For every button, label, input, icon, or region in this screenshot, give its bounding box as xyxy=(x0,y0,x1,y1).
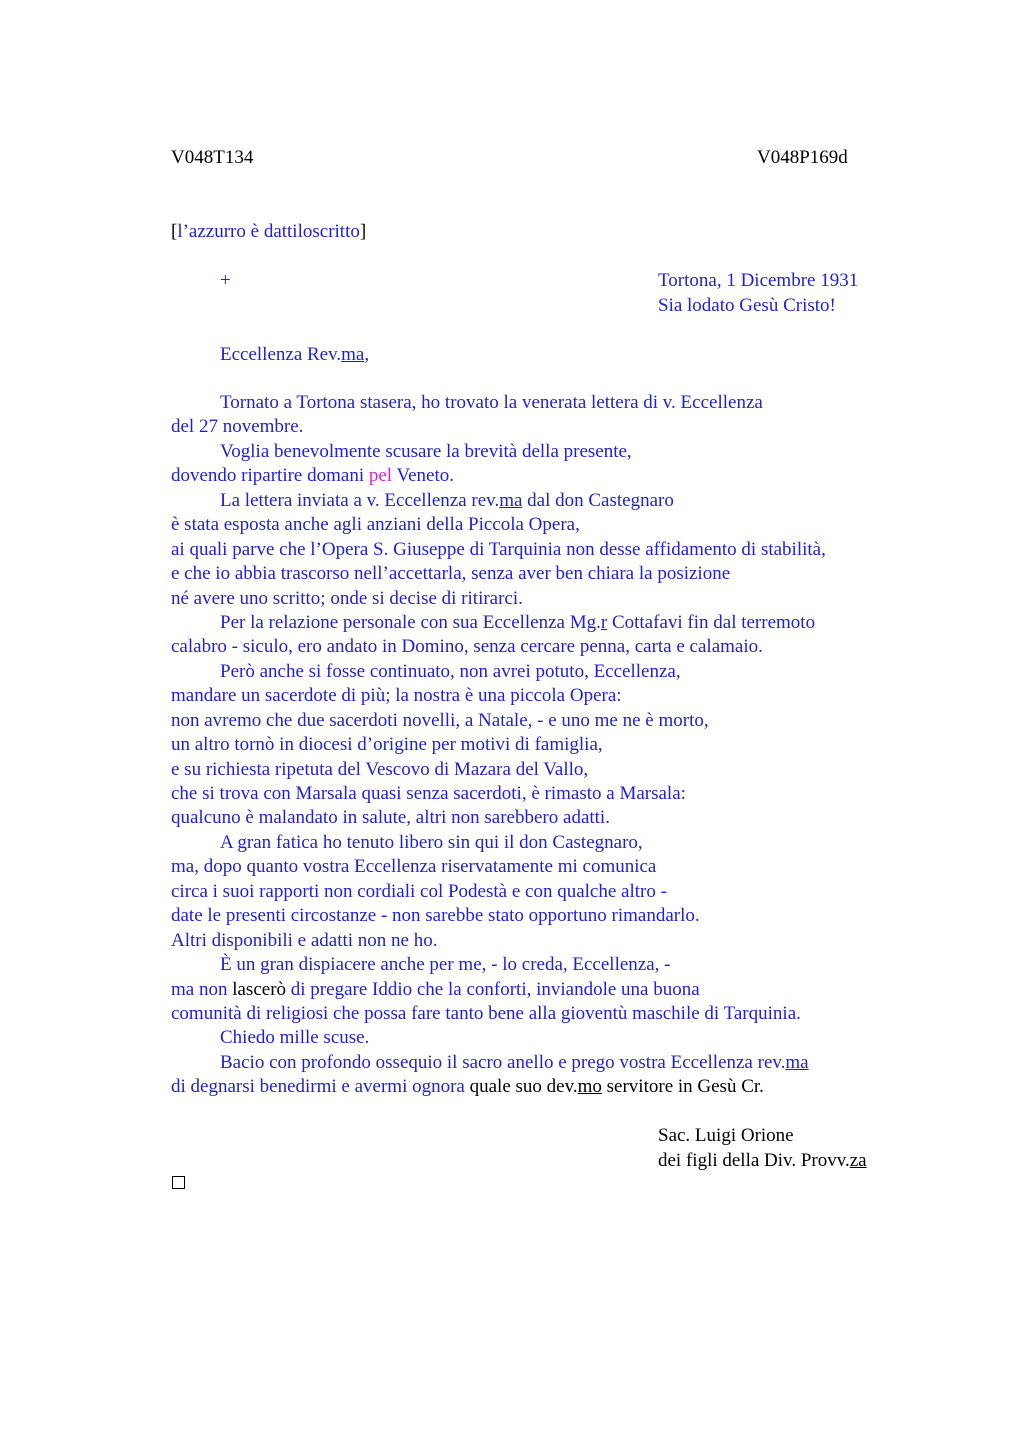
body-segment: Veneto. xyxy=(392,465,454,487)
body-segment: di pregare Iddio che la conforti, inviandole una buona xyxy=(286,978,700,1000)
signature-congregation xyxy=(658,1149,867,1174)
letter-body xyxy=(171,391,826,1100)
abbreviation: ma xyxy=(499,489,523,511)
bracket-close: ] xyxy=(359,221,367,242)
body-line: date le presenti circostanze - non sarebbe stato opportuno rimandarlo. xyxy=(171,905,700,927)
abbreviation: r xyxy=(600,611,608,633)
editorial-note xyxy=(171,220,366,245)
body-line: ma, dopo quanto vostra Eccellenza riservatamente mi comunica xyxy=(171,856,657,878)
handwritten-text: quale suo dev. xyxy=(469,1076,578,1098)
signature-text: dei figli della Div. Provv. xyxy=(658,1150,850,1171)
body-line xyxy=(171,1075,826,1099)
body-line: circa i suoi rapporti non cordiali col Podestà e con qualche altro - xyxy=(171,880,667,902)
body-line: che si trova con Marsala quasi senza sacerdoti, è rimasto a Marsala: xyxy=(171,783,686,804)
body-line: mandare un sacerdote di più; la nostra è una piccola Opera: xyxy=(171,685,622,707)
body-segment: dovendo ripartire domani xyxy=(171,465,369,487)
body-line: è stata esposta anche agli anziani della Piccola Opera, xyxy=(171,514,580,536)
handwritten-correction: pel xyxy=(368,465,393,487)
body-line: A gran fatica ho tenuto libero sin qui il don Castegnaro, xyxy=(220,831,643,853)
body-line xyxy=(171,489,826,513)
abbreviation: ma xyxy=(785,1051,809,1073)
body-line: Voglia benevolmente scusare la brevità della presente, xyxy=(220,440,632,462)
body-segment: dal don Castegnaro xyxy=(522,489,674,511)
body-line: qualcuno è malandato in salute, altri non sarebbero adatti. xyxy=(171,807,610,829)
body-segment: di degnarsi benedirmi e avermi ognora xyxy=(171,1076,470,1098)
body-line: Però anche si fosse continuato, non avrei potuto, Eccellenza, xyxy=(220,660,681,682)
body-line: né avere uno scritto; onde si decise di ritirarci. xyxy=(171,587,523,609)
body-segment: Cottafavi fin dal terremoto xyxy=(607,611,816,633)
body-line: Chiedo mille scuse. xyxy=(220,1027,370,1049)
handwritten-text: servitore in Gesù Cr. xyxy=(601,1076,764,1098)
body-segment: ma non xyxy=(171,978,233,1000)
body-line: Tornato a Tortona stasera, ho trovato la venerata lettera di v. Eccellenza xyxy=(220,392,763,413)
signature-name: Sac. Luigi Orione xyxy=(658,1125,794,1146)
cross-symbol: + xyxy=(220,270,231,291)
body-line xyxy=(171,611,826,635)
salutation-abbrev: ma xyxy=(341,344,365,365)
salutation-text: Eccellenza Rev. xyxy=(220,344,342,365)
page-code-left: V048T134 xyxy=(171,147,254,168)
body-line xyxy=(171,1051,826,1075)
page-code-right: V048P169d xyxy=(757,147,848,168)
invocation: Sia lodato Gesù Cristo! xyxy=(658,295,836,316)
note-text: l’azzurro è dattiloscritto xyxy=(177,221,360,242)
body-segment: Per la relazione personale con sua Eccellenza Mg. xyxy=(220,611,601,633)
bracket-open: [ xyxy=(171,221,178,242)
body-line xyxy=(171,464,826,488)
body-line: Altri disponibili e adatti non ne ho. xyxy=(171,929,438,951)
body-line: ai quali parve che l’Opera S. Giuseppe di Tarquinia non desse affidamento di stabilità, xyxy=(171,538,826,560)
body-line: calabro - siculo, ero andato in Domino, senza cercare penna, carta e calamaio. xyxy=(171,636,763,658)
handwritten-text: lascerò xyxy=(232,978,287,1000)
body-segment: La lettera inviata a v. Eccellenza rev. xyxy=(220,489,500,511)
end-marker-icon xyxy=(172,1176,185,1189)
body-line: del 27 novembre. xyxy=(171,416,304,438)
body-line: un altro tornò in diocesi d’origine per motivi di famiglia, xyxy=(171,734,603,756)
body-line xyxy=(171,978,826,1002)
abbreviation: mo xyxy=(577,1076,602,1098)
body-line: e su richiesta ripetuta del Vescovo di Mazara del Vallo, xyxy=(171,758,589,780)
body-line: È un gran dispiacere anche per me, - lo creda, Eccellenza, - xyxy=(220,954,671,976)
body-line: non avremo che due sacerdoti novelli, a Natale, - e uno me ne è morto, xyxy=(171,709,709,731)
body-segment: Bacio con profondo ossequio il sacro anello e prego vostra Eccellenza rev. xyxy=(220,1051,786,1073)
body-line: e che io abbia trascorso nell’accettarla, senza aver ben chiara la posizione xyxy=(171,563,731,585)
salutation-comma: , xyxy=(364,344,370,365)
place-date: Tortona, 1 Dicembre 1931 xyxy=(658,270,859,291)
salutation xyxy=(220,343,369,368)
body-line: comunità di religiosi che possa fare tanto bene alla gioventù maschile di Tarquinia. xyxy=(171,1002,801,1024)
abbreviation: za xyxy=(849,1150,867,1171)
